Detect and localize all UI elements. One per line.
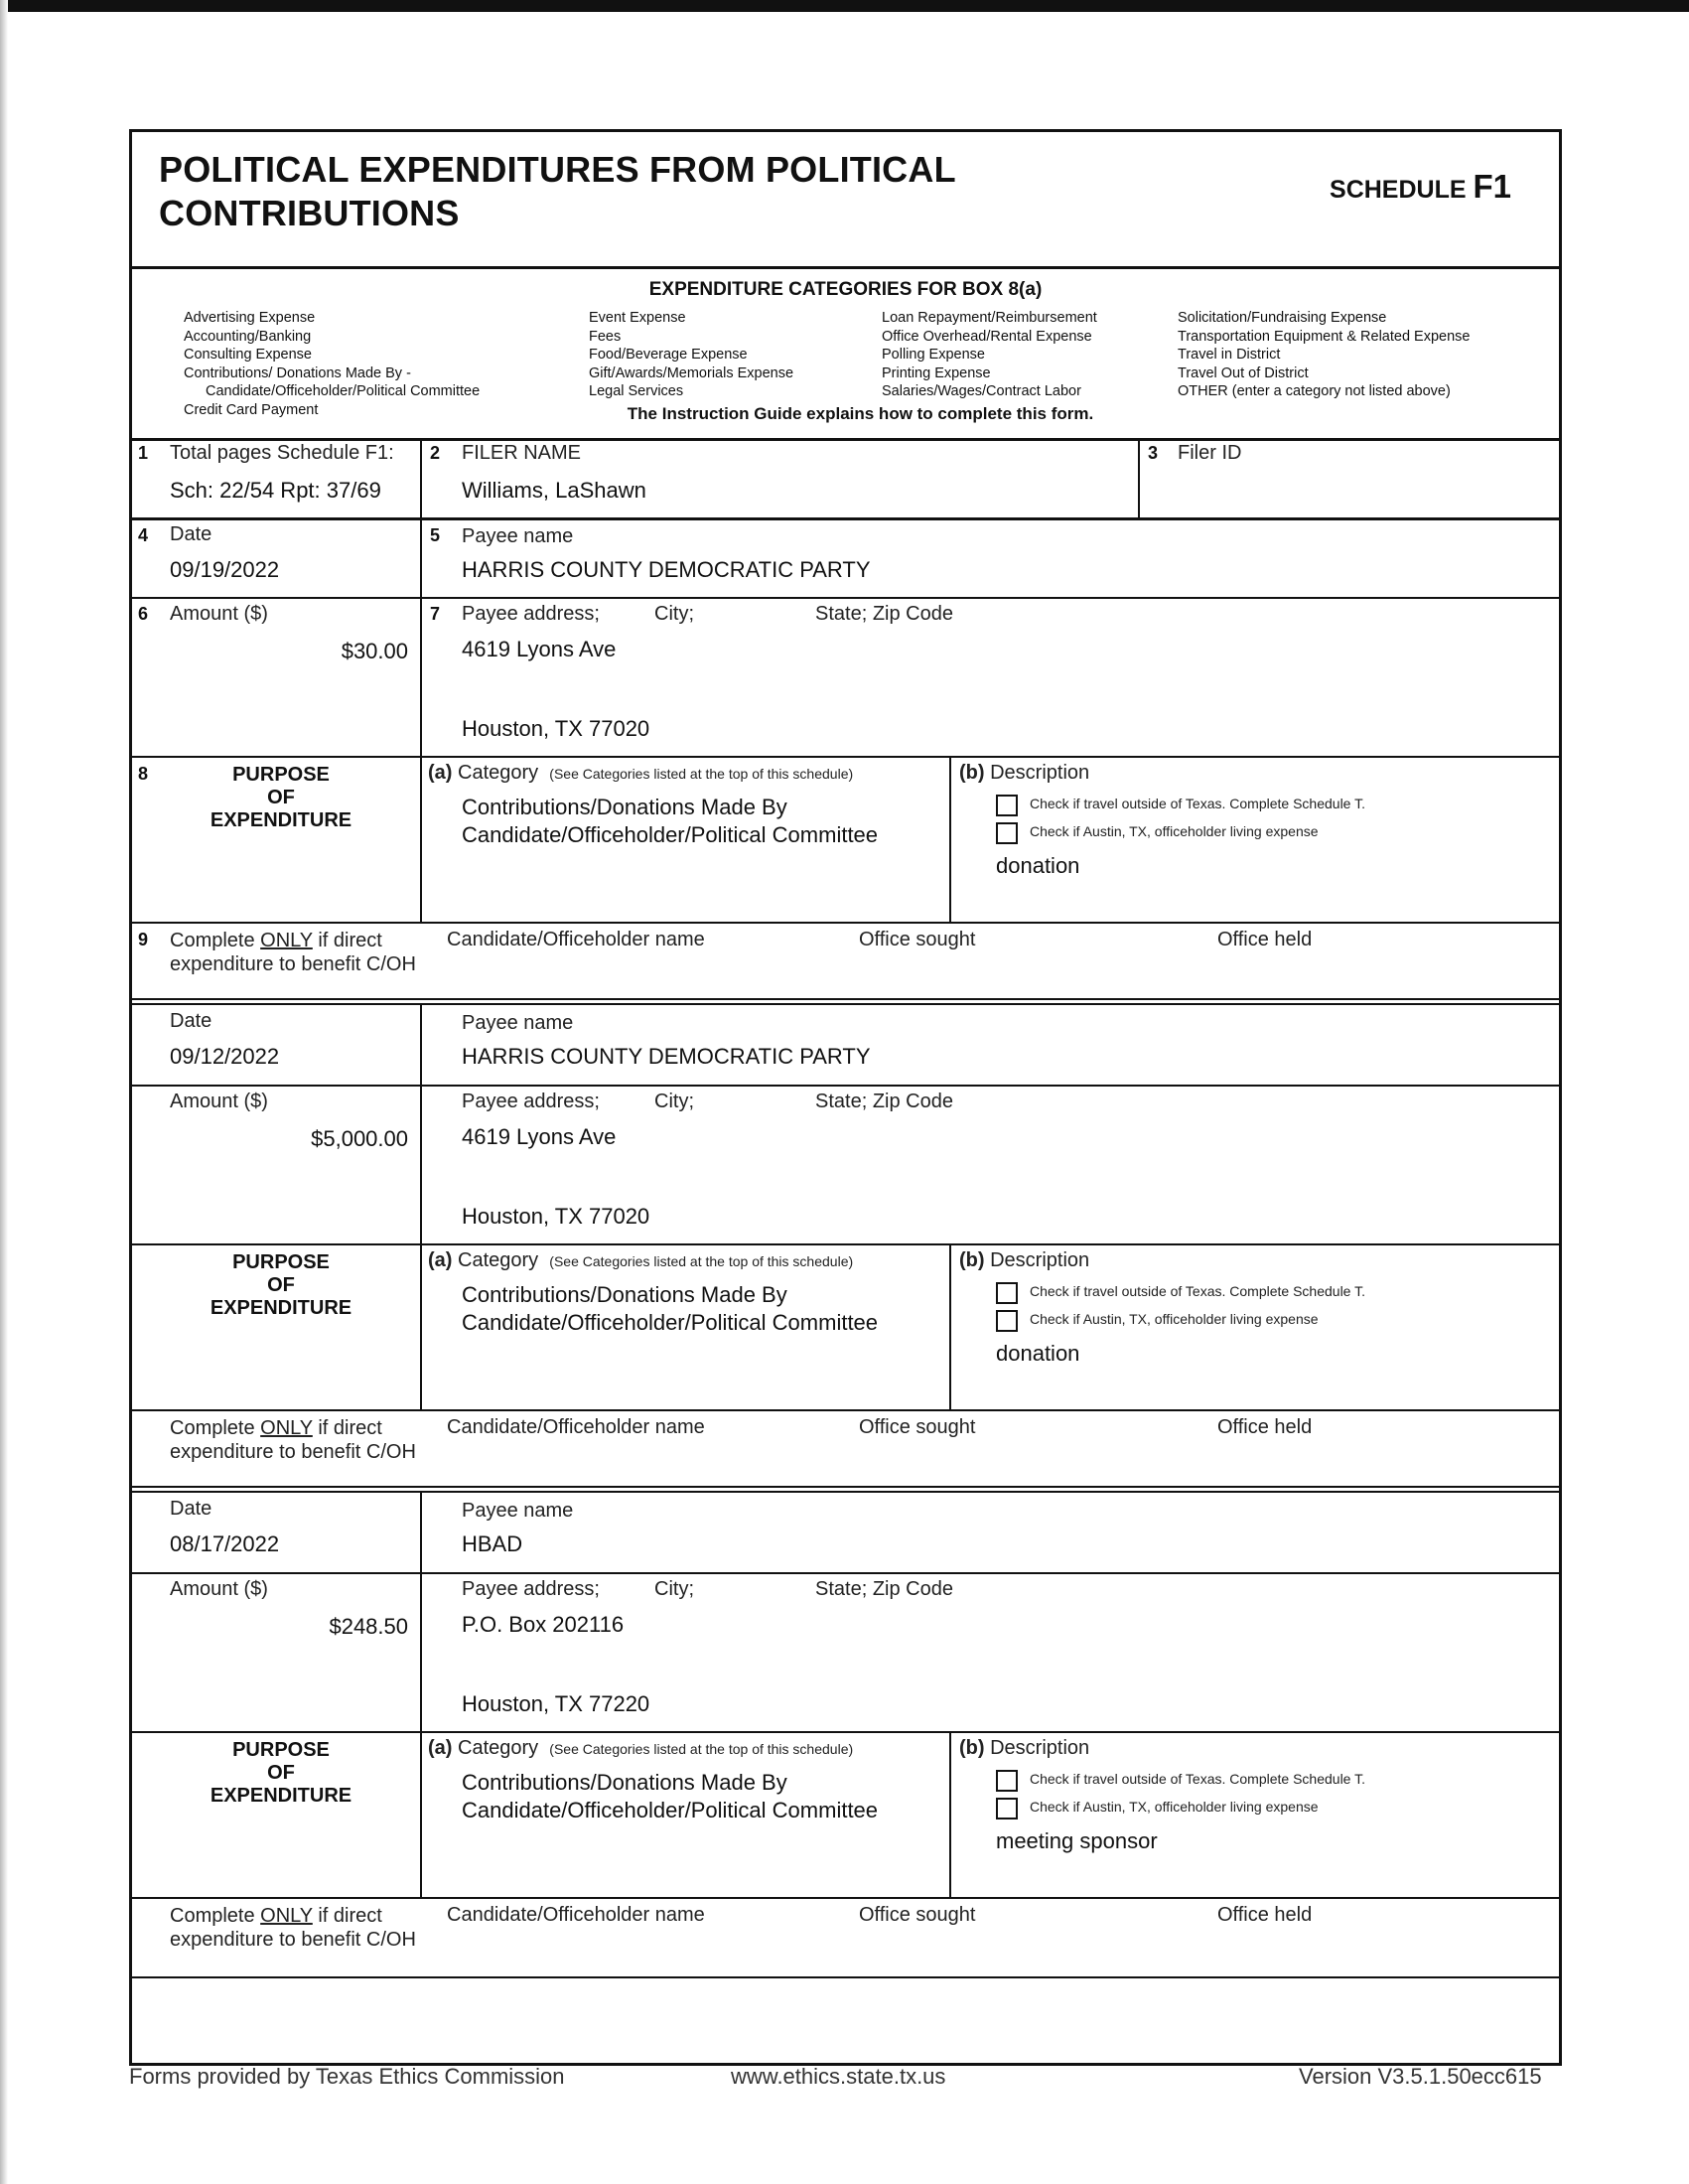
- category-word: Category: [458, 1737, 539, 1759]
- payee-address-value: P.O. Box 202116: [462, 1612, 625, 1637]
- field-number: 1: [138, 443, 149, 463]
- category-item: Solicitation/Fundraising Expense: [1178, 310, 1387, 326]
- filer-id-label: Filer ID: [1178, 442, 1242, 464]
- category-item: Accounting/Banking: [184, 328, 312, 345]
- office-sought-label: Office sought: [859, 1416, 976, 1438]
- amount-label: Amount ($): [170, 1091, 268, 1112]
- field-number: 9: [138, 930, 149, 949]
- austin-living-expense-checkbox[interactable]: [996, 1310, 1018, 1332]
- description-word: Description: [990, 1249, 1090, 1271]
- note-word: Complete: [170, 1417, 255, 1439]
- purpose-word: PURPOSE: [232, 1739, 330, 1761]
- payee-address-label: Payee address;: [462, 1578, 600, 1600]
- description-label: [959, 762, 1089, 785]
- purpose-word: PURPOSE: [232, 764, 330, 786]
- entry-separator: [132, 998, 1559, 1000]
- row-separator: [132, 1409, 1559, 1411]
- category-item: Travel in District: [1178, 347, 1281, 363]
- category-value: [462, 1281, 878, 1337]
- travel-outside-texas-label: Check if travel outside of Texas. Complete Schedule T.: [1030, 1283, 1365, 1299]
- divider: [949, 1733, 951, 1897]
- part-b-marker: (b): [959, 1249, 985, 1271]
- row-separator: [132, 756, 1559, 758]
- row-separator: [132, 1731, 1559, 1733]
- category-word: Category: [458, 762, 539, 784]
- payee-city-state-zip-value: Houston, TX 77020: [462, 1204, 650, 1229]
- city-label: City;: [654, 1578, 694, 1600]
- divider: [420, 520, 422, 597]
- category-word: Category: [458, 1249, 539, 1271]
- austin-living-expense-checkbox[interactable]: [996, 1798, 1018, 1820]
- row-separator: [132, 597, 1559, 599]
- category-item: OTHER (enter a category not listed above): [1178, 383, 1451, 399]
- instruction-guide-note: The Instruction Guide explains how to complete this form.: [627, 404, 1094, 423]
- category-item: Office Overhead/Rental Expense: [882, 328, 1092, 345]
- category-label: [428, 1249, 853, 1272]
- purpose-word: OF: [267, 1274, 295, 1296]
- category-value: [462, 1769, 878, 1824]
- category-column-4: [1178, 309, 1470, 401]
- footer-website[interactable]: www.ethics.state.tx.us: [731, 2064, 946, 2089]
- amount-value: $30.00: [341, 639, 408, 663]
- category-item: Fees: [589, 328, 622, 345]
- description-word: Description: [990, 762, 1090, 784]
- austin-living-expense-checkbox[interactable]: [996, 822, 1018, 844]
- field-number: 7: [430, 604, 441, 624]
- category-column-1: [184, 309, 480, 419]
- field-number: 5: [430, 525, 441, 545]
- row-separator: [132, 1243, 1559, 1245]
- category-value: [462, 794, 878, 849]
- coh-name-label: Candidate/Officeholder name: [447, 1904, 705, 1926]
- divider: [420, 438, 422, 517]
- travel-outside-texas-checkbox[interactable]: [996, 795, 1018, 816]
- category-item: Food/Beverage Expense: [589, 347, 748, 363]
- state-zip-label: State; Zip Code: [815, 1578, 953, 1600]
- form-title-line2: CONTRIBUTIONS: [159, 193, 460, 233]
- category-item: Salaries/Wages/Contract Labor: [882, 383, 1081, 399]
- city-label: City;: [654, 1091, 694, 1112]
- payee-city-state-zip-value: Houston, TX 77220: [462, 1691, 650, 1716]
- field-number: 2: [430, 443, 441, 463]
- note-word: expenditure to benefit C/OH: [170, 953, 416, 975]
- part-a-marker: (a): [428, 762, 453, 784]
- category-item: Contributions/ Donations Made By -: [184, 364, 411, 381]
- payee-name-label: Payee name: [462, 1500, 574, 1522]
- row-separator: [132, 922, 1559, 924]
- direct-expenditure-note: [170, 929, 416, 976]
- payee-address-value: 4619 Lyons Ave: [462, 637, 617, 661]
- entry-separator: [132, 1491, 1559, 1493]
- purpose-word: EXPENDITURE: [210, 1297, 352, 1319]
- direct-expenditure-note: [170, 1416, 416, 1464]
- total-pages-value: Sch: 22/54 Rpt: 37/69: [170, 478, 381, 503]
- austin-living-expense-label: Check if Austin, TX, officeholder living expense: [1030, 1311, 1319, 1327]
- divider: [420, 1005, 422, 1085]
- travel-outside-texas-label: Check if travel outside of Texas. Complete Schedule T.: [1030, 796, 1365, 811]
- note-word: if direct: [318, 1417, 382, 1439]
- part-a-marker: (a): [428, 1249, 453, 1271]
- travel-outside-texas-checkbox[interactable]: [996, 1282, 1018, 1304]
- austin-living-expense-label: Check if Austin, TX, officeholder living expense: [1030, 1799, 1319, 1815]
- purpose-of-expenditure-label: [152, 764, 410, 832]
- amount-value: $248.50: [329, 1614, 408, 1639]
- note-word: if direct: [318, 930, 382, 951]
- part-a-marker: (a): [428, 1737, 453, 1759]
- scan-top-edge: [0, 0, 1689, 12]
- date-label: Date: [170, 1498, 212, 1520]
- note-only: ONLY: [260, 930, 313, 951]
- category-value-line: Candidate/Officeholder/Political Committee: [462, 822, 879, 847]
- category-column-3: [882, 309, 1097, 401]
- part-b-marker: (b): [959, 1737, 985, 1759]
- category-item: Travel Out of District: [1178, 364, 1309, 381]
- purpose-word: PURPOSE: [232, 1251, 330, 1273]
- purpose-word: EXPENDITURE: [210, 1785, 352, 1807]
- divider: [949, 1245, 951, 1409]
- schedule-label: SCHEDULE: [1330, 176, 1467, 204]
- coh-name-label: Candidate/Officeholder name: [447, 1416, 705, 1438]
- payee-name-label: Payee name: [462, 525, 574, 547]
- form-header: [132, 132, 1559, 269]
- office-held-label: Office held: [1217, 1416, 1313, 1438]
- filer-name-label: FILER NAME: [462, 442, 582, 464]
- payee-address-label: Payee address;: [462, 1091, 600, 1112]
- row-separator: [132, 1085, 1559, 1087]
- row-separator: [132, 1572, 1559, 1574]
- category-item: Credit Card Payment: [184, 401, 319, 418]
- field-number: 6: [138, 604, 149, 624]
- description-label: [959, 1737, 1089, 1760]
- category-value-line: Candidate/Officeholder/Political Committee: [462, 1798, 879, 1822]
- category-note: (See Categories listed at the top of this schedule): [549, 1253, 854, 1269]
- description-label: [959, 1249, 1089, 1272]
- category-note: (See Categories listed at the top of this schedule): [549, 766, 854, 782]
- state-zip-label: State; Zip Code: [815, 1091, 953, 1112]
- amount-value: $5,000.00: [311, 1126, 408, 1151]
- description-value: meeting sponsor: [996, 1828, 1158, 1853]
- category-label: [428, 1737, 853, 1760]
- amount-label: Amount ($): [170, 603, 268, 625]
- form-title-line1: POLITICAL EXPENDITURES FROM POLITICAL: [159, 149, 956, 190]
- category-item: Consulting Expense: [184, 347, 312, 363]
- divider: [420, 758, 422, 922]
- row-separator: [132, 1976, 1559, 1978]
- category-item: Gift/Awards/Memorials Expense: [589, 364, 794, 381]
- note-word: if direct: [318, 1905, 382, 1927]
- purpose-word: OF: [267, 787, 295, 808]
- note-only: ONLY: [260, 1905, 313, 1927]
- row-separator: [132, 1897, 1559, 1899]
- travel-outside-texas-checkbox[interactable]: [996, 1770, 1018, 1792]
- schedule-code: F1: [1473, 168, 1511, 205]
- amount-label: Amount ($): [170, 1578, 268, 1600]
- payee-address-value: 4619 Lyons Ave: [462, 1124, 617, 1149]
- note-word: expenditure to benefit C/OH: [170, 1929, 416, 1951]
- row-separator: [132, 517, 1559, 520]
- divider: [1138, 438, 1140, 517]
- category-item: Transportation Equipment & Related Expense: [1178, 328, 1471, 345]
- category-label: [428, 762, 853, 785]
- payee-address-label: Payee address;: [462, 603, 600, 625]
- direct-expenditure-note: [170, 1904, 416, 1952]
- note-word: Complete: [170, 1905, 255, 1927]
- description-word: Description: [990, 1737, 1090, 1759]
- note-word: Complete: [170, 930, 255, 951]
- category-value-line: Contributions/Donations Made By: [462, 1770, 787, 1795]
- category-column-2: [589, 309, 793, 401]
- part-b-marker: (b): [959, 762, 985, 784]
- divider: [420, 1733, 422, 1897]
- category-value-line: Candidate/Officeholder/Political Committee: [462, 1310, 879, 1335]
- coh-name-label: Candidate/Officeholder name: [447, 929, 705, 950]
- date-value: 09/19/2022: [170, 557, 280, 582]
- filer-name-value: Williams, LaShawn: [462, 478, 646, 503]
- form-title: [159, 148, 1053, 235]
- city-label: City;: [654, 603, 694, 625]
- footer-provider: Forms provided by Texas Ethics Commission: [129, 2064, 565, 2089]
- footer-version: Version V3.5.1.50ecc615: [1299, 2064, 1542, 2089]
- payee-name-value: HARRIS COUNTY DEMOCRATIC PARTY: [462, 557, 871, 582]
- category-item: Legal Services: [589, 383, 684, 399]
- divider: [420, 1245, 422, 1409]
- austin-living-expense-label: Check if Austin, TX, officeholder living expense: [1030, 823, 1319, 839]
- total-pages-label: Total pages Schedule F1:: [170, 442, 394, 464]
- divider: [420, 599, 422, 756]
- field-number: 8: [138, 764, 149, 784]
- scan-left-edge: [0, 0, 8, 2184]
- category-item: Printing Expense: [882, 364, 991, 381]
- description-value: donation: [996, 1341, 1080, 1366]
- purpose-word: OF: [267, 1762, 295, 1784]
- schedule-id: [1330, 168, 1511, 206]
- category-item: Advertising Expense: [184, 310, 316, 326]
- entry-separator: [132, 1003, 1559, 1005]
- payee-city-state-zip-value: Houston, TX 77020: [462, 716, 650, 741]
- office-held-label: Office held: [1217, 929, 1313, 950]
- office-sought-label: Office sought: [859, 1904, 976, 1926]
- entry-separator: [132, 1486, 1559, 1488]
- category-item: Candidate/Officeholder/Political Committee: [206, 383, 481, 399]
- categories-title: EXPENDITURE CATEGORIES FOR BOX 8(a): [648, 279, 1043, 300]
- description-value: donation: [996, 853, 1080, 878]
- office-sought-label: Office sought: [859, 929, 976, 950]
- date-label: Date: [170, 523, 212, 545]
- date-label: Date: [170, 1010, 212, 1032]
- divider: [420, 1087, 422, 1243]
- purpose-of-expenditure-label: [152, 1251, 410, 1320]
- field-number: 4: [138, 525, 149, 545]
- payee-name-value: HARRIS COUNTY DEMOCRATIC PARTY: [462, 1044, 871, 1069]
- expenditure-categories: [132, 269, 1559, 441]
- divider: [949, 758, 951, 922]
- field-number: 3: [1148, 443, 1159, 463]
- divider: [420, 1493, 422, 1572]
- payee-name-value: HBAD: [462, 1531, 523, 1556]
- category-item: Loan Repayment/Reimbursement: [882, 310, 1097, 326]
- note-only: ONLY: [260, 1417, 313, 1439]
- divider: [420, 1574, 422, 1731]
- date-value: 08/17/2022: [170, 1531, 280, 1556]
- payee-name-label: Payee name: [462, 1012, 574, 1034]
- date-value: 09/12/2022: [170, 1044, 280, 1069]
- note-word: expenditure to benefit C/OH: [170, 1441, 416, 1463]
- category-value-line: Contributions/Donations Made By: [462, 795, 787, 819]
- state-zip-label: State; Zip Code: [815, 603, 953, 625]
- category-note: (See Categories listed at the top of this schedule): [549, 1741, 854, 1757]
- purpose-of-expenditure-label: [152, 1739, 410, 1808]
- category-item: Polling Expense: [882, 347, 985, 363]
- travel-outside-texas-label: Check if travel outside of Texas. Complete Schedule T.: [1030, 1771, 1365, 1787]
- office-held-label: Office held: [1217, 1904, 1313, 1926]
- schedule-f1-form: [129, 129, 1562, 2066]
- category-value-line: Contributions/Donations Made By: [462, 1282, 787, 1307]
- purpose-word: EXPENDITURE: [210, 809, 352, 831]
- category-item: Event Expense: [589, 310, 686, 326]
